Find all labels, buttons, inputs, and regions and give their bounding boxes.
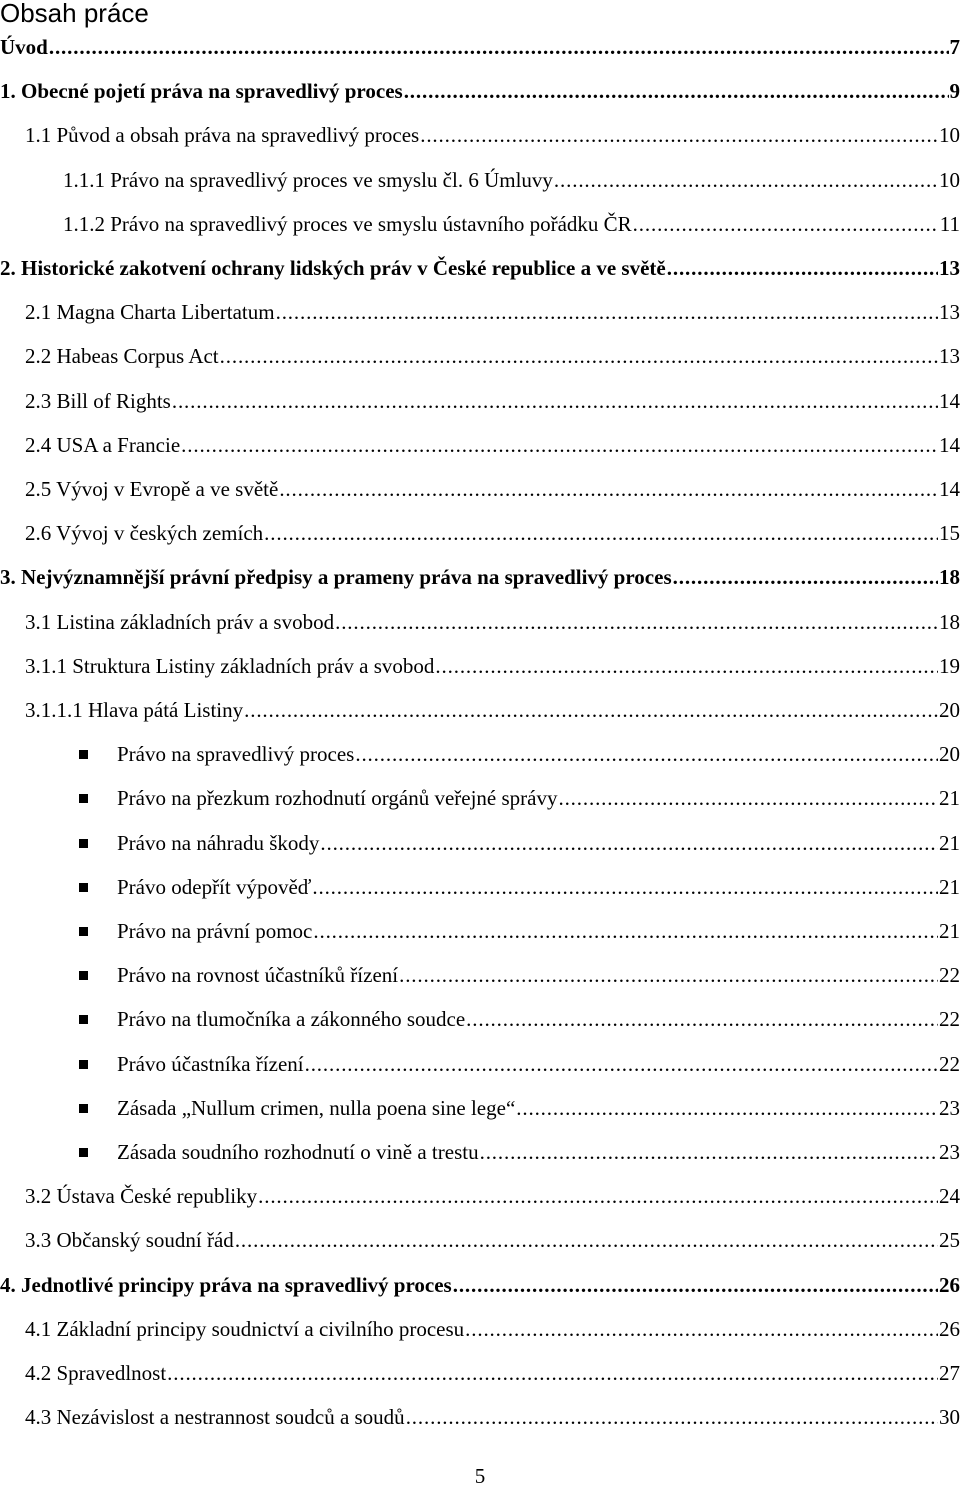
- toc-page-number: 13: [939, 256, 960, 280]
- toc-entry[interactable]: [25, 341, 960, 371]
- toc-page-number: 13: [939, 300, 960, 324]
- toc-entry-title: Právo na spravedlivý proces: [117, 742, 355, 766]
- dot-leader: [181, 430, 938, 460]
- toc-entry[interactable]: [117, 1137, 960, 1167]
- dot-leader: [335, 607, 938, 637]
- toc-entry[interactable]: [25, 120, 960, 150]
- toc-entry-title: 2.4 USA a Francie: [25, 433, 181, 457]
- toc-entry-title: Právo na právní pomoc: [117, 919, 313, 943]
- toc-entry-title: 2.3 Bill of Rights: [25, 389, 171, 413]
- toc-page-number: 21: [939, 831, 960, 855]
- toc-page-number: 14: [939, 477, 960, 501]
- toc-entry-title: 4.1 Základní principy soudnictví a civilního procesu: [25, 1317, 465, 1341]
- toc-page-number: 26: [939, 1317, 960, 1341]
- toc-entry[interactable]: [25, 695, 960, 725]
- toc-entry-title: 3.1.1.1 Hlava pátá Listiny: [25, 698, 244, 722]
- dot-leader: [172, 386, 938, 416]
- toc-page-number: 21: [939, 919, 960, 943]
- dot-leader: [49, 32, 949, 62]
- toc-entry-title: 3.1.1 Struktura Listiny základních práv a svobod: [25, 654, 435, 678]
- toc-entry-title: 2. Historické zakotvení ochrany lidských práv v České republice a ve světě: [0, 256, 666, 280]
- toc-entry[interactable]: [117, 739, 960, 769]
- toc-entry[interactable]: [63, 209, 960, 239]
- square-bullet-icon: [79, 883, 88, 892]
- toc-entry-title: Právo na tlumočníka a zákonného soudce: [117, 1007, 466, 1031]
- toc-entry[interactable]: [63, 165, 960, 195]
- square-bullet-icon: [79, 794, 88, 803]
- dot-leader: [305, 1049, 938, 1079]
- toc-page-number: 25: [939, 1228, 960, 1252]
- toc-entry[interactable]: [25, 297, 960, 327]
- toc-entry[interactable]: [25, 1314, 960, 1344]
- dot-leader: [276, 297, 938, 327]
- dot-leader: [516, 1093, 938, 1123]
- dot-leader: [453, 1270, 938, 1300]
- toc-entry-title: 3.1 Listina základních práv a svobod: [25, 610, 335, 634]
- toc-entry-title: 1.1.1 Právo na spravedlivý proces ve smyslu čl. 6 Úmluvy: [63, 168, 553, 192]
- toc-entry[interactable]: [25, 1358, 960, 1388]
- toc-page-number: 23: [939, 1096, 960, 1120]
- toc-entry-title: 3. Nejvýznamnější právní předpisy a prameny práva na spravedlivý proces: [0, 565, 672, 589]
- toc-page-number: 15: [939, 521, 960, 545]
- toc-entry[interactable]: [25, 518, 960, 548]
- toc-page-number: 30: [939, 1405, 960, 1429]
- dot-leader: [355, 739, 938, 769]
- toc-entry[interactable]: [25, 651, 960, 681]
- toc-page-number: 14: [939, 433, 960, 457]
- toc-page-number: 9: [949, 79, 960, 103]
- toc-entry-title: Právo odepřít výpověď: [117, 875, 312, 899]
- dot-leader: [465, 1314, 938, 1344]
- toc-entry-title: Právo účastníka řízení: [117, 1052, 304, 1076]
- square-bullet-icon: [79, 839, 88, 848]
- dot-leader: [399, 960, 938, 990]
- dot-leader: [220, 341, 938, 371]
- toc-entry[interactable]: [25, 430, 960, 460]
- square-bullet-icon: [79, 1015, 88, 1024]
- toc-entry[interactable]: [0, 562, 960, 592]
- toc-entry-title: 4.3 Nezávislost a nestrannost soudců a soudů: [25, 1405, 405, 1429]
- toc-page-number: 22: [939, 963, 960, 987]
- toc-page-number: 10: [939, 123, 960, 147]
- dot-leader: [167, 1358, 938, 1388]
- dot-leader: [320, 828, 938, 858]
- toc-entry[interactable]: [117, 960, 960, 990]
- dot-leader: [554, 165, 938, 195]
- toc-page-number: 11: [939, 212, 960, 236]
- toc-entry[interactable]: [0, 76, 960, 106]
- dot-leader: [480, 1137, 938, 1167]
- toc-entry-title: Právo na rovnost účastníků řízení: [117, 963, 399, 987]
- dot-leader: [667, 253, 938, 283]
- dot-leader: [264, 518, 938, 548]
- toc-entry[interactable]: [117, 1093, 960, 1123]
- toc-entry-title: 1.1.2 Právo na spravedlivý proces ve smyslu ústavního pořádku ČR: [63, 212, 632, 236]
- toc-entry[interactable]: [117, 1049, 960, 1079]
- toc-page-number: 24: [939, 1184, 960, 1208]
- toc-page-number: 23: [939, 1140, 960, 1164]
- toc-entry-title: 2.5 Vývoj v Evropě a ve světě: [25, 477, 279, 501]
- square-bullet-icon: [79, 927, 88, 936]
- toc-page-number: 20: [939, 698, 960, 722]
- toc-page-number: 14: [939, 389, 960, 413]
- toc-entry-title: 4. Jednotlivé principy práva na spravedlivý proces: [0, 1273, 452, 1297]
- toc-entry[interactable]: [25, 607, 960, 637]
- toc-page-number: 7: [949, 35, 960, 59]
- dot-leader: [258, 1181, 938, 1211]
- square-bullet-icon: [79, 750, 88, 759]
- toc-entry[interactable]: [117, 916, 960, 946]
- toc-entry[interactable]: [0, 253, 960, 283]
- toc-page-number: 13: [939, 344, 960, 368]
- toc-page-number: 18: [939, 610, 960, 634]
- toc-entry-title: Úvod: [0, 35, 48, 59]
- dot-leader: [406, 1402, 938, 1432]
- square-bullet-icon: [79, 1148, 88, 1157]
- toc-page-number: 21: [939, 875, 960, 899]
- dot-leader: [279, 474, 938, 504]
- toc-entry[interactable]: [25, 474, 960, 504]
- dot-leader: [420, 120, 938, 150]
- dot-leader: [244, 695, 938, 725]
- toc-entry-title: 2.6 Vývoj v českých zemích: [25, 521, 264, 545]
- square-bullet-icon: [79, 1060, 88, 1069]
- square-bullet-icon: [79, 971, 88, 980]
- dot-leader: [673, 562, 938, 592]
- toc-page-number: 10: [939, 168, 960, 192]
- toc-entry-title: Zásada soudního rozhodnutí o vině a trestu: [117, 1140, 479, 1164]
- dot-leader: [466, 1004, 938, 1034]
- toc-page-number: 22: [939, 1007, 960, 1031]
- toc-entry[interactable]: [117, 828, 960, 858]
- dot-leader: [312, 872, 938, 902]
- toc-entry-title: 3.2 Ústava České republiky: [25, 1184, 258, 1208]
- toc-entry-title: Zásada „Nullum crimen, nulla poena sine lege“: [117, 1096, 516, 1120]
- toc-entry-title: 2.2 Habeas Corpus Act: [25, 344, 219, 368]
- toc-page-number: 19: [939, 654, 960, 678]
- toc-entry[interactable]: [0, 1270, 960, 1300]
- toc-entry-title: 2.1 Magna Charta Libertatum: [25, 300, 275, 324]
- page-number: 5: [474, 1464, 486, 1488]
- page-title: Obsah práce: [0, 0, 149, 28]
- square-bullet-icon: [79, 1104, 88, 1113]
- toc-entry[interactable]: [25, 1225, 960, 1255]
- toc-entry[interactable]: [117, 1004, 960, 1034]
- dot-leader: [235, 1225, 938, 1255]
- toc-entry[interactable]: [117, 872, 960, 902]
- dot-leader: [633, 209, 939, 239]
- toc-entry[interactable]: [25, 386, 960, 416]
- toc-page-number: 20: [939, 742, 960, 766]
- toc-entry[interactable]: [117, 783, 960, 813]
- toc-page-number: 22: [939, 1052, 960, 1076]
- toc-entry-title: 4.2 Spravedlnost: [25, 1361, 167, 1385]
- toc-entry-title: Právo na přezkum rozhodnutí orgánů veřejné správy: [117, 786, 558, 810]
- dot-leader: [435, 651, 938, 681]
- toc-entry-title: 1. Obecné pojetí práva na spravedlivý proces: [0, 79, 403, 103]
- toc-page-number: 21: [939, 786, 960, 810]
- toc-page-number: 18: [939, 565, 960, 589]
- toc-page-number: 26: [939, 1273, 960, 1297]
- toc-entry-title: 3.3 Občanský soudní řád: [25, 1228, 234, 1252]
- dot-leader: [558, 783, 938, 813]
- toc-entry[interactable]: [0, 32, 960, 62]
- dot-leader: [313, 916, 938, 946]
- toc-entry-title: Právo na náhradu škody: [117, 831, 320, 855]
- toc-page-number: 27: [939, 1361, 960, 1385]
- toc-entry[interactable]: [25, 1181, 960, 1211]
- toc-entry-title: 1.1 Původ a obsah práva na spravedlivý proces: [25, 123, 420, 147]
- dot-leader: [404, 76, 949, 106]
- toc-entry[interactable]: [25, 1402, 960, 1432]
